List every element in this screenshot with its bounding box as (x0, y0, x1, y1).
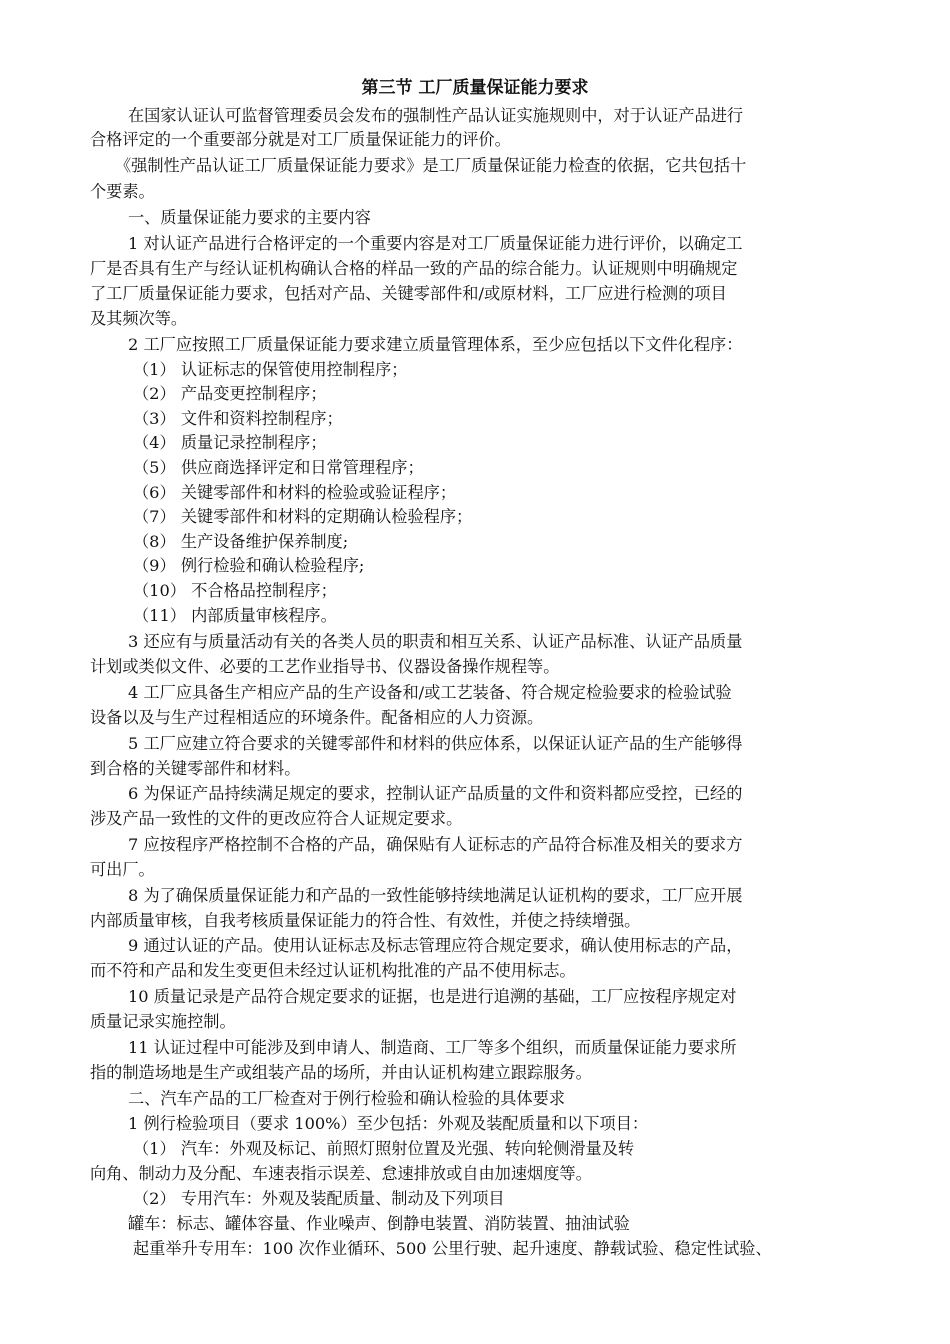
text-line: 9 通过认证的产品。使用认证标志及标志管理应符合规定要求，确认使用标志的产品， (128, 936, 743, 955)
text-line: 5 工厂应建立符合要求的关键零部件和材料的供应体系，以保证认证产品的生产能够得 (128, 734, 743, 753)
list-item: （1） 认证标志的保管使用控制程序； (133, 360, 408, 379)
text-line: 4 工厂应具备生产相应产品的生产设备和/或工艺装备、符合规定检验要求的检验试验 (128, 683, 732, 702)
list-item: （2） 专用汽车：外观及装配质量、制动及下列项目 (133, 1189, 505, 1208)
text-line: 厂是否具有生产与经认证机构确认合格的样品一致的产品的综合能力。认证规则中明确规定 (90, 259, 738, 278)
text-line: 3 还应有与质量活动有关的各类人员的职责和相互关系、认证产品标准、认证产品质量 (128, 632, 743, 651)
text-line: 涉及产品一致性的文件的更改应符合人证规定要求。 (90, 809, 463, 828)
text-line: 到合格的关键零部件和材料。 (90, 759, 301, 778)
text-line: 质量记录实施控制。 (90, 1012, 236, 1031)
text-line: 二、汽车产品的工厂检查对于例行检验和确认检验的具体要求 (128, 1089, 566, 1108)
text-line: 8 为了确保质量保证能力和产品的一致性能够持续地满足认证机构的要求，工厂应开展 (128, 886, 743, 905)
list-item: （10） 不合格品控制程序； (133, 581, 337, 600)
text-line: 指的制造场地是生产或组装产品的场所，并由认证机构建立跟踪服务。 (90, 1063, 592, 1082)
list-item: （7） 关键零部件和材料的定期确认检验程序； (133, 507, 473, 526)
list-item: （2） 产品变更控制程序； (133, 384, 327, 403)
text-line: 可出厂。 (90, 860, 155, 879)
list-item: （3） 文件和资料控制程序； (133, 409, 343, 428)
list-item: （1） 汽车：外观及标记、前照灯照射位置及光强、转向轮侧滑量及转 (133, 1139, 635, 1158)
list-item: （8） 生产设备维护保养制度; (133, 532, 349, 551)
list-item: （9） 例行检验和确认检验程序; (133, 556, 365, 575)
text-line: 及其频次等。 (90, 309, 188, 328)
text-line: 《强制性产品认证工厂质量保证能力要求》是工厂质量保证能力检查的依据，它共包括十 (115, 156, 747, 175)
text-line: 起重举升专用车：100 次作业循环、500 公里行驶、起升速度、静载试验、稳定性试验、 (133, 1239, 772, 1258)
text-line: 而不符和产品和发生变更但未经过认证机构批准的产品不使用标志。 (90, 961, 576, 980)
text-line: 7 应按程序严格控制不合格的产品，确保贴有人证标志的产品符合标准及相关的要求方 (128, 835, 743, 854)
text-line: 一、质量保证能力要求的主要内容 (128, 208, 371, 227)
text-line: 11 认证过程中可能涉及到申请人、制造商、工厂等多个组织，而质量保证能力要求所 (128, 1038, 737, 1057)
text-line: 计划或类似文件、必要的工艺作业指导书、仪器设备操作规程等。 (90, 657, 560, 676)
text-line: 向角、制动力及分配、车速表指示误差、怠速排放或自由加速烟度等。 (90, 1164, 592, 1183)
text-line: 2 工厂应按照工厂质量保证能力要求建立质量管理体系，至少应包括以下文件化程序： (128, 335, 743, 354)
list-item: （6） 关键零部件和材料的检验或验证程序； (133, 483, 457, 502)
text-line: 内部质量审核，自我考核质量保证能力的符合性、有效性，并使之持续增强。 (90, 911, 641, 930)
text-line: 合格评定的一个重要部分就是对工厂质量保证能力的评价。 (90, 130, 511, 149)
text-line: 了工厂质量保证能力要求，包括对产品、关键零部件和/或原材料，工厂应进行检测的项目 (90, 284, 727, 303)
text-line: 罐车：标志、罐体容量、作业噪声、倒静电装置、消防装置、抽油试验 (128, 1214, 630, 1233)
text-line: 在国家认证认可监督管理委员会发布的强制性产品认证实施规则中，对于认证产品进行 (128, 106, 744, 125)
list-item: （4） 质量记录控制程序； (133, 433, 327, 452)
text-line: 10 质量记录是产品符合规定要求的证据，也是进行追溯的基础，工厂应按程序规定对 (128, 987, 737, 1006)
text-line: 1 例行检验项目（要求 100%）至少包括：外观及装配质量和以下项目： (128, 1114, 649, 1133)
text-line: 6 为保证产品持续满足规定的要求，控制认证产品质量的文件和资料都应受控，已经的 (128, 784, 743, 803)
text-line: 1 对认证产品进行合格评定的一个重要内容是对工厂质量保证能力进行评价，以确定工 (128, 234, 743, 253)
text-line: 设备以及与生产过程相适应的环境条件。配备相应的人力资源。 (90, 708, 544, 727)
list-item: （11） 内部质量审核程序。 (133, 606, 337, 625)
text-line: 个要素。 (90, 182, 155, 201)
list-item: （5） 供应商选择评定和日常管理程序； (133, 458, 424, 477)
section-title: 第三节 工厂质量保证能力要求 (361, 78, 589, 98)
